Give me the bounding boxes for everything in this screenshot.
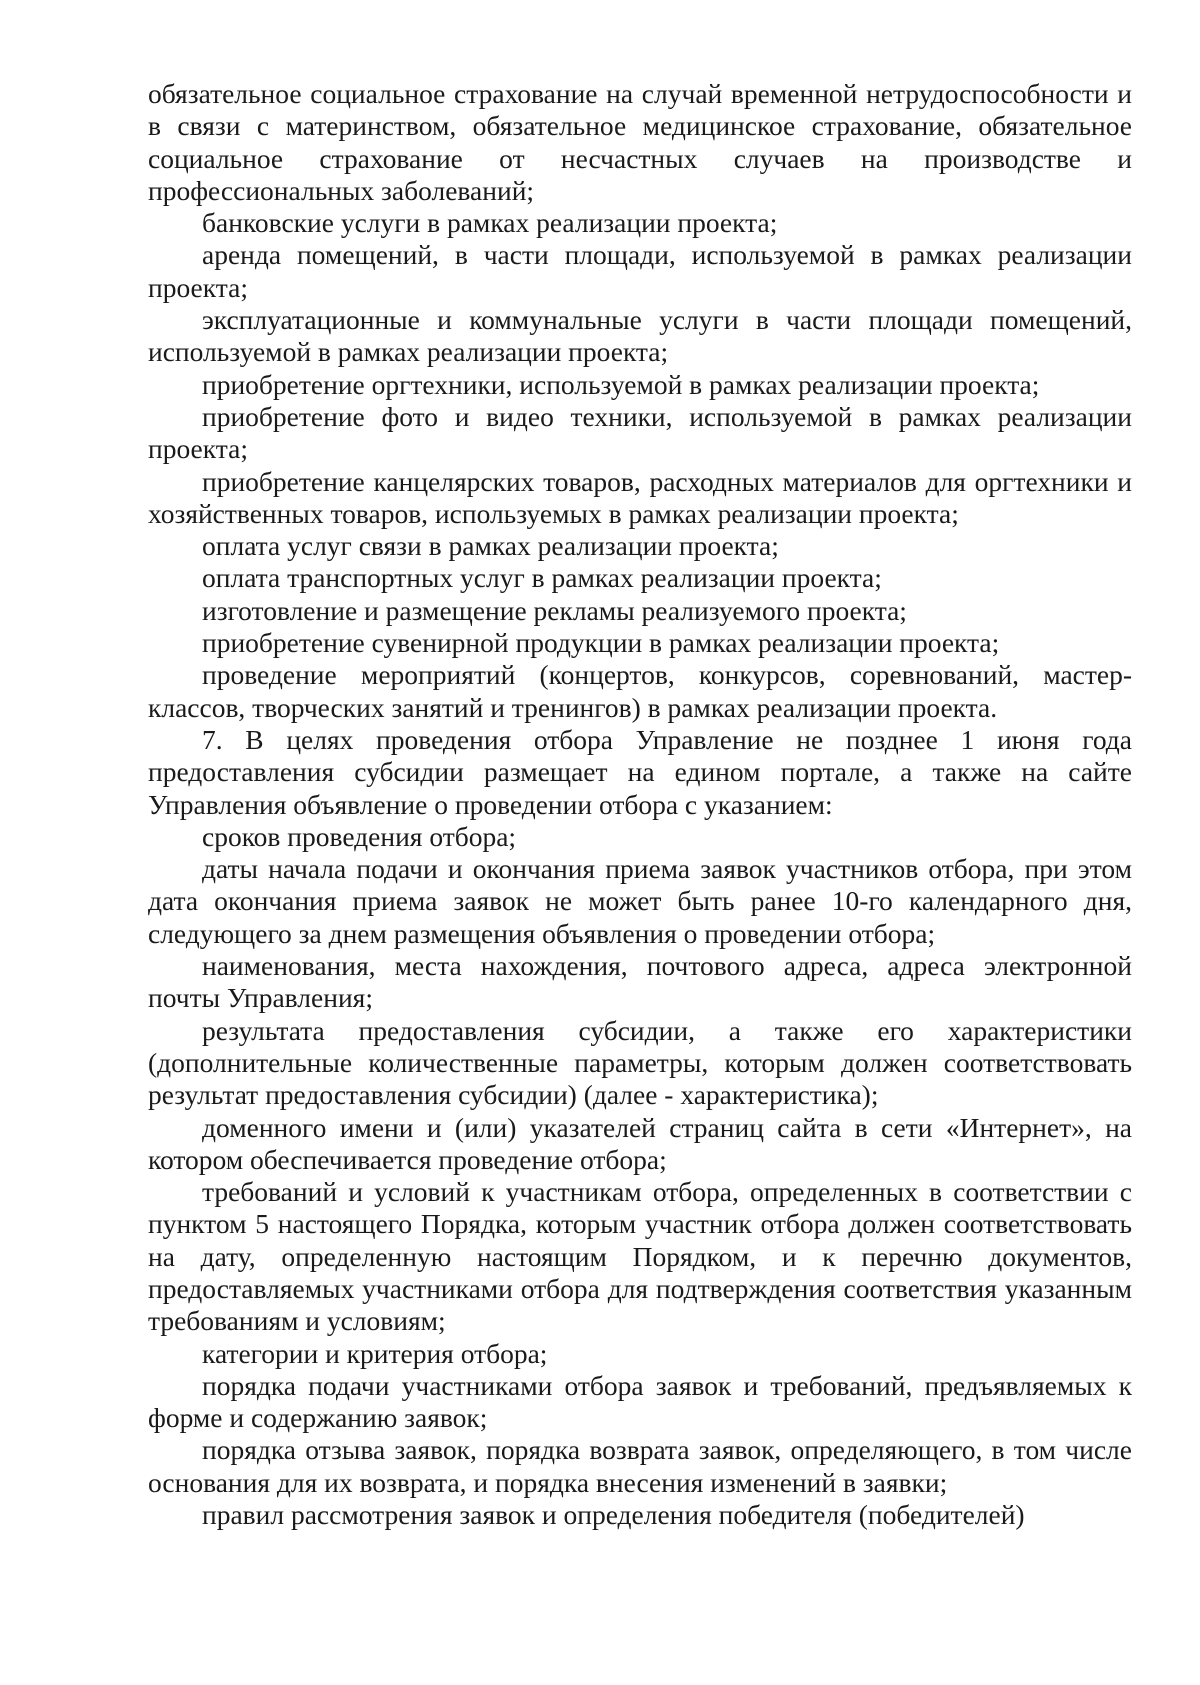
paragraph-contacts: наименования, места нахождения, почтового адреса, адреса электронной почты Управления; [148, 950, 1132, 1014]
paragraph-selection-terms: сроков проведения отбора; [202, 820, 517, 852]
paragraph-transport: оплата транспортных услуг в рамках реализации проекта; [202, 562, 882, 594]
paragraph-insurance: обязательное социальное страхование на случай временной нетрудоспособности и в связи с материнством, обязательное медицинское страхование, обязательное социальное страхование от несчастных случаев на производстве и профессиональных заболеваний; [148, 78, 1132, 206]
paragraph-domain: доменного имени и (или) указателей страниц сайта в сети «Интернет», на котором обеспечивается проведение отбора; [148, 1111, 1132, 1175]
paragraph-photo-video: приобретение фото и видео техники, используемой в рамках реализации проекта; [148, 400, 1132, 465]
paragraph-utilities: эксплуатационные и коммунальные услуги в части площади помещений, используемой в рамках реализации проекта; [148, 304, 1132, 368]
paragraph-result: результата предоставления субсидии, а также его характеристики (дополнительные количественные параметры, которым должен соответствовать результат предоставления субсидии) (далее - характеристика); [148, 1014, 1132, 1111]
paragraph-category: категории и критерия отбора; [202, 1337, 548, 1369]
paragraph-item-7: 7. В целях проведения отбора Управление не позднее 1 июня года предоставления субсидии размещает на едином портале, а также на сайте Управления объявление о проведении отбора с указанием: [148, 723, 1132, 820]
paragraph-application-dates: даты начала подачи и окончания приема заявок участников отбора, при этом дата окончания приема заявок не может быть ранее 10-го календарного дня, следующего за днем размещения объявления о проведении отбора; [148, 853, 1132, 949]
paragraph-stationery: приобретение канцелярских товаров, расходных материалов для оргтехники и хозяйственных товаров, используемых в рамках реализации проекта; [148, 465, 1132, 529]
paragraph-souvenirs: приобретение сувенирной продукции в рамках реализации проекта; [202, 627, 1000, 659]
paragraph-rent: аренда помещений, в части площади, используемой в рамках реализации проекта; [148, 239, 1132, 303]
paragraph-submission-order: порядка подачи участниками отбора заявок и требований, предъявляемых к форме и содержанию заявок; [148, 1369, 1132, 1434]
paragraph-communication: оплата услуг связи в рамках реализации проекта; [202, 530, 779, 562]
paragraph-events: проведение мероприятий (концертов, конкурсов, соревнований, мастер-классов, творческих занятий и тренингов) в рамках реализации проекта. [148, 659, 1132, 723]
paragraph-requirements: требований и условий к участникам отбора, определенных в соответствии с пунктом 5 настоящего Порядка, которым участник отбора должен соответствовать на дату, определенную настоящим Порядком, и к перечню документов, предоставляемых участниками отбора для подтверждения соответствия указанным требованиям и условиям; [148, 1176, 1132, 1337]
paragraph-advertising: изготовление и размещение рекламы реализуемого проекта; [202, 594, 907, 626]
paragraph-review-rules: правил рассмотрения заявок и определения победителя (победителей) [202, 1499, 1025, 1531]
paragraph-office-equipment: приобретение оргтехники, используемой в рамках реализации проекта; [202, 368, 1040, 400]
paragraph-bank-services: банковские услуги в рамках реализации проекта; [202, 207, 778, 239]
document-body [148, 78, 1132, 1531]
paragraph-withdrawal: порядка отзыва заявок, порядка возврата заявок, определяющего, в том числе основания для их возврата, и порядка внесения изменений в заявки; [148, 1434, 1132, 1498]
